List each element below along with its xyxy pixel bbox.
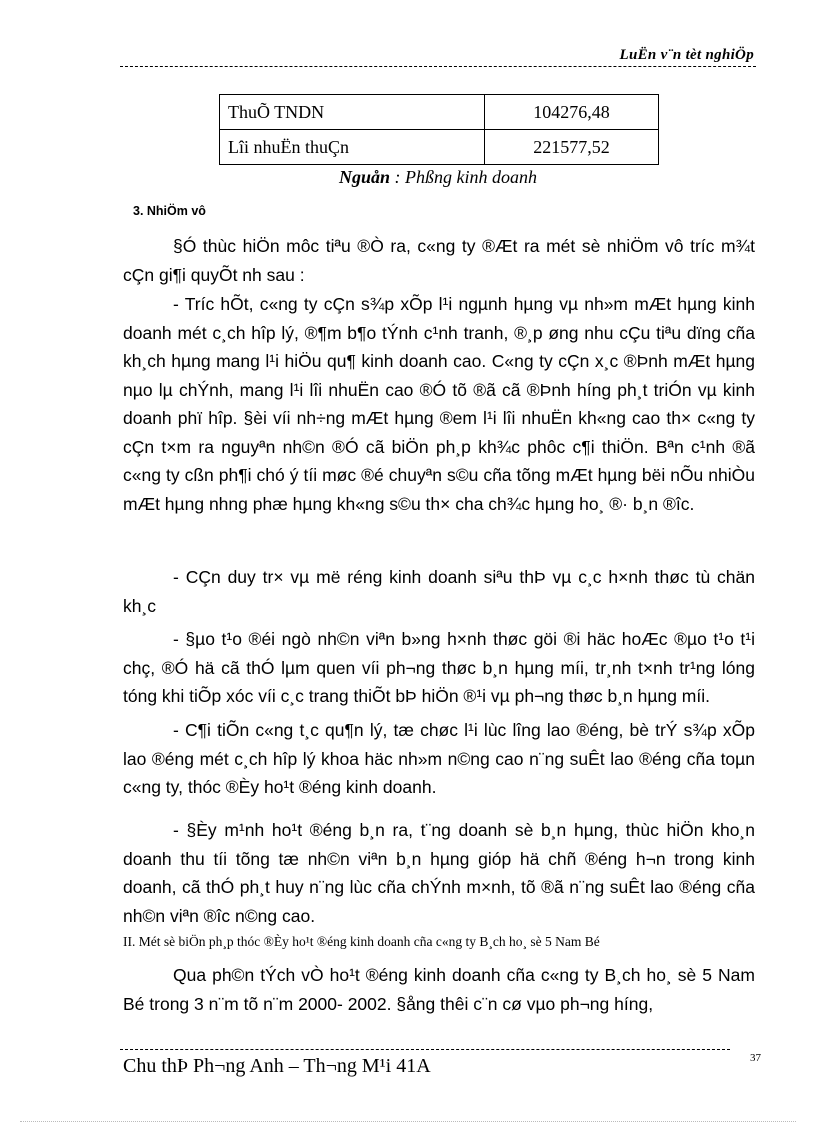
task-item: [123, 563, 755, 620]
table-source: [0, 167, 816, 188]
footer-author: Chu thÞ Ph¬ng Anh – Th¬ng M¹i 41A: [123, 1055, 431, 1077]
source-text: Phßng kinh doanh: [405, 167, 538, 187]
task-text: - §Èy m¹nh ho¹t ®éng b¸n ra, t¨ng doanh sè b¸n hµng, thùc hiÖn kho¸n doanh thu tíi tõng tæ nh©n viªn b¸n hµng gióp hä chñ ®éng h¬n trong kinh doanh, cã thÓ ph¸t huy n¨ng lùc cña chÝnh m×nh, tõ ®ã n¨ng suÊt lao ®éng cña nh©n viªn ®îc n©ng cao.: [123, 820, 755, 926]
running-header-title: LuËn v¨n tèt nghiÖp: [619, 47, 754, 63]
intro-text: §Ó thùc hiÖn môc tiªu ®Ò ra, c«ng ty ®Æt ra mét sè nhiÖm vô tríc m¾t cÇn gi¶i quyÕt nh sau :: [123, 236, 755, 285]
task-text: - §µo t¹o ®éi ngò nh©n viªn b»ng h×nh thøc göi ®i häc hoÆc ®µo t¹o t¹i chç, ®Ó hä cã thÓ lµm quen víi ph¬ng thøc b¸n hµng míi, tr¸nh t×nh tr¹ng lóng tóng khi tiÕp xóc víi c¸c trang thiÕt bÞ hiÖn ®¹i vµ ph¬ng thøc b¸n hµng míi.: [123, 629, 755, 706]
table-cell-label: Lîi nhuËn thuÇn: [220, 130, 485, 165]
table-row: [220, 130, 659, 165]
results-table: [219, 94, 659, 165]
page-edge-divider: [20, 1121, 796, 1122]
task-item: [123, 816, 755, 930]
subsection-heading: II. Mét sè biÖn ph¸p thóc ®Èy ho¹t ®éng kinh doanh cña c«ng ty B¸ch ho¸ sè 5 Nam Bé: [123, 934, 600, 949]
table-cell-value: 104276,48: [485, 95, 659, 130]
table-cell-value: 221577,52: [485, 130, 659, 165]
analysis-paragraph: Qua ph©n tÝch vÒ ho¹t ®éng kinh doanh cña c«ng ty B¸ch ho¸ sè 5 Nam Bé trong 3 n¨m tõ n¨m 2000- 2002. §ång thêi c¨n cø vµo ph¬ng híng,: [123, 965, 755, 1014]
task-item: [123, 290, 755, 518]
footer-divider: [120, 1049, 730, 1050]
task-item: [123, 625, 755, 711]
task-item: [123, 716, 755, 802]
header-divider: [120, 66, 756, 67]
page-number: 37: [750, 1052, 761, 1064]
task-text: - Tríc hÕt, c«ng ty cÇn s¾p xÕp l¹i ngµnh hµng vµ nh»m mÆt hµng kinh doanh mét c¸ch hîp lý, ®¶m b¶o tÝnh c¹nh tranh, ®¸p øng nhu cÇu tiªu dïng cña kh¸ch hµng mang l¹i hiÖu qu¶ kinh doanh cao. C«ng ty cÇn x¸c ®Þnh mÆt hµng nµo lµ chÝnh, mang l¹i lîi nhuËn cao ®Ó tõ ®ã cã ®Þnh híng ph¸t triÓn vµ kinh doanh phï hîp. §èi víi nh÷ng mÆt hµng ®em l¹i lîi nhuËn kh«ng cao th× c«ng ty cÇn t×m ra nguyªn nh©n ®Ó cã biÖn ph¸p kh¾c phôc c¶i thiÖn. Bªn c¹nh ®ã c«ng ty cßn ph¶i chó ý tíi møc ®é chuyªn s©u cña tõng mÆt hµng bëi nÕu nhiÒu mÆt hµng nhng phæ hµng kh«ng s©u th× cha ch¾c hµng ho¸ ®· b¸n ®îc.: [123, 294, 755, 514]
intro-paragraph: [123, 232, 755, 289]
source-separator: :: [390, 167, 406, 187]
table-cell-label: ThuÕ TNDN: [220, 95, 485, 130]
task-text: - CÇn duy tr× vµ më réng kinh doanh siªu thÞ vµ c¸c h×nh thøc tù chän kh¸c: [123, 567, 755, 616]
section-heading: 3. NhiÖm vô: [133, 204, 206, 218]
source-label: Nguån: [338, 167, 391, 187]
task-text: - C¶i tiÕn c«ng t¸c qu¶n lý, tæ chøc l¹i lùc lîng lao ®éng, bè trÝ s¾p xÕp lao ®éng mét c¸ch hîp lý khoa häc nh»m n©ng cao n¨ng suÊt lao ®éng cña toµn c«ng ty, thóc ®Èy ho¹t ®éng kinh doanh.: [123, 720, 755, 797]
table-row: [220, 95, 659, 130]
